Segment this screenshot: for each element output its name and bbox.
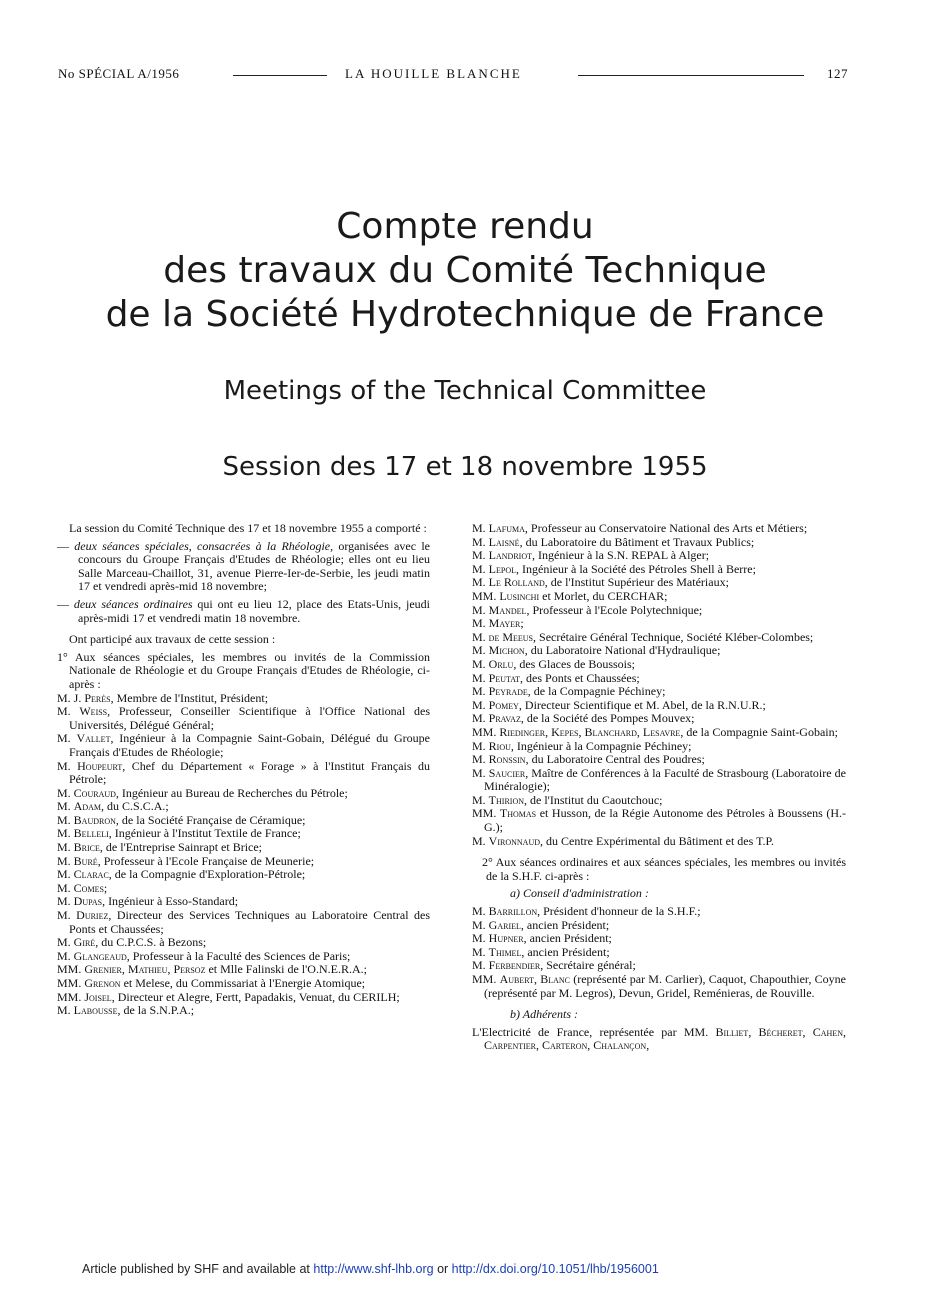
title-prefix: M. [57,948,74,963]
participant-entry [472,536,846,550]
title-prefix: M. [472,521,489,535]
participant-name: de Meeus [488,629,534,644]
participant-entry [57,991,430,1005]
participant-name: Aubert, Blanc [499,972,570,986]
participant-affiliation: ; [520,616,524,631]
participant-affiliation: , Ingénieur à l'Institut Textile de France; [108,826,301,841]
title-line-2: des travaux du Comité Technique [163,250,767,291]
participant-affiliation: , Président d'honneur de la S.H.F.; [537,904,701,919]
participant-entry [472,835,846,849]
participant-affiliation: , Professeur à l'Ecole Française de Meunerie; [97,853,315,868]
shf-link[interactable]: http://www.shf-lhb.org [313,1262,434,1276]
participant-name: Landriot [488,548,532,563]
participant-affiliation: , Maître de Conférences à la Faculté de Strasbourg (Laboratoire de Minéralogie); [484,765,846,794]
title-prefix: M. [57,1003,74,1018]
participant-entry [57,705,430,732]
journal-name: LA HOUILLE BLANCHE [345,66,522,81]
participant-entry [57,760,430,787]
page-title [0,205,930,337]
participant-name: Mayer [488,616,521,631]
participant-entry [57,936,430,950]
title-prefix: M. [472,765,489,780]
participant-name: Riedinger, Kepes, Blanchard, Lesavre [499,724,681,739]
participant-entry [472,807,846,834]
participant-affiliation: ; [103,880,108,895]
participant-name: Belleli [73,826,109,841]
title-prefix: MM. [57,976,85,990]
participant-entry [472,767,846,794]
participant-affiliation: , de la Société Française de Céramique; [115,812,306,827]
participant-name: Brice [73,840,100,855]
participant-entry [472,576,846,590]
participant-entry [472,932,846,946]
participant-name: Ferbendier [488,958,541,973]
participant-entry [57,909,430,936]
participant-affiliation: , Chef du Département « Forage » à l'Institut Français du Pétrole; [69,758,430,787]
participant-entry [472,604,846,618]
participant-affiliation: , des Glaces de Boussois; [513,656,635,671]
participant-affiliation: , de l'Entreprise Sainrapt et Brice; [99,840,263,855]
dash-marker: — [57,538,75,553]
subheading-council: a) Conseil d'administration : [510,886,649,901]
participant-entry [57,692,430,706]
participant-name: Laisné [488,534,520,549]
participant-affiliation: , de la Compagnie Saint-Gobain; [680,724,838,739]
members-names: Billiet, Bécheret, Cahen, Carpentier, Carteron, Chalançon, [484,1024,846,1053]
title-prefix: M. [472,629,489,644]
header-rule-right [578,75,804,76]
participant-entry [57,882,430,896]
council-list [472,905,846,1000]
doi-link[interactable]: http://dx.doi.org/10.1051/lhb/1956001 [451,1262,659,1276]
participant-name: Lusinchi [499,588,540,603]
participant-name: Comes [73,880,104,895]
participant-name: Perès [84,690,111,705]
participant-name: Le Rolland [488,575,545,590]
participant-entry [57,814,430,828]
participant-affiliation: , Ingénieur à Esso-Standard; [102,894,239,909]
participant-entry [472,658,846,672]
participant-name: Glangeaud [73,948,127,963]
participant-affiliation: , Secrétaire général; [540,958,636,973]
title-prefix: MM. [57,962,85,977]
participant-entry [57,950,430,964]
participant-entry [57,827,430,841]
footer-text: Article published by SHF and available at [82,1262,314,1276]
title-prefix: MM. [472,806,500,821]
title-prefix: M. [472,738,489,753]
participant-name: Barrillon [488,904,538,919]
participant-name: Michon [488,643,525,658]
participant-name: Clarac [73,867,109,882]
title-prefix: M. J. [57,690,85,705]
title-prefix: M. [472,752,489,767]
title-prefix: M. [472,958,489,973]
participant-affiliation: , Directeur Scientifique et M. Abel, de la R.N.U.R.; [518,697,766,712]
participant-entry [472,685,846,699]
participant-name: Mandel [488,602,527,617]
title-prefix: MM. [472,588,500,603]
participant-entry [57,841,430,855]
title-prefix: M. [472,833,489,848]
item-ordinary-sessions [57,598,430,625]
participant-entry [472,699,846,713]
subheading-members: b) Adhérents : [510,1007,578,1022]
participant-list [472,522,846,848]
participant-name: Vallet [76,731,111,746]
participant-name: Ronssin [488,752,526,767]
participant-name: Giré [73,935,96,950]
participant-name: Couraud [73,785,116,800]
title-prefix: M. [57,704,80,719]
title-prefix: M. [472,602,489,617]
participant-entry [472,549,846,563]
participant-entry [472,644,846,658]
participant-name: Saucier [488,765,526,780]
participant-name: Pomey [488,697,519,712]
participant-affiliation: , Directeur et Alegre, Fertt, Papadakis, Venuat, du CERILH; [111,989,400,1004]
participant-name: Buré [73,853,98,868]
participant-affiliation: (représenté par M. Carlier), Caquot, Chapouthier, Coyne (représenté par M. Legros), Devun, Gridel, Reménieras, de Rouville. [484,972,847,1000]
title-prefix: M. [472,548,489,563]
participant-affiliation: , du Laboratoire National d'Hydraulique; [524,643,721,658]
title-prefix: M. [57,880,74,895]
title-prefix: M. [472,711,489,726]
participant-entry [472,919,846,933]
participant-affiliation: , Professeur, Conseiller Scientifique à l'Office National des Universités, Délégué Général; [69,704,430,732]
participant-name: Hupner [488,931,524,946]
participant-affiliation: , Ingénieur au Bureau de Recherches du Pétrole; [115,785,348,800]
right-column [472,522,846,1053]
participant-entry [472,617,846,631]
participant-name: Vironnaud [488,833,541,848]
title-prefix: M. [57,812,74,827]
participant-entry [472,946,846,960]
title-prefix: M. [57,867,74,882]
item-emphasis: deux séances ordinaires [73,596,193,611]
participant-affiliation: , Ingénieur à la S.N. REPAL à Alger; [532,548,710,563]
participants-intro: Ont participé aux travaux de cette session : [69,632,276,647]
session-heading: Session des 17 et 18 novembre 1955 [222,452,708,482]
title-prefix: M. [472,697,489,712]
title-line-1: Compte rendu [336,206,594,247]
title-prefix: M. [472,944,489,959]
participant-entry [472,753,846,767]
participant-entry [472,726,846,740]
participant-entry [472,794,846,808]
english-subtitle: Meetings of the Technical Committee [223,376,707,406]
participant-affiliation: , de la Compagnie Péchiney; [527,684,666,699]
participant-affiliation: , de la Compagnie d'Exploration-Pétrole; [108,867,306,882]
participant-name: Peyrade [488,684,528,699]
title-line-3: de la Société Hydrotechnique de France [105,294,825,335]
section-2-heading: 2° Aux séances ordinaires et aux séances spéciales, les membres ou invités de la S.H.F. ci-après : [482,855,846,883]
participant-affiliation: , du C.P.C.S. à Bezons; [95,935,207,950]
participant-affiliation: , Ingénieur à la Société des Pétroles Shell à Berre; [516,561,756,576]
participant-entry [472,590,846,604]
participant-entry [472,712,846,726]
item-special-sessions [57,540,430,594]
participant-affiliation: , du Laboratoire du Bâtiment et Travaux Publics; [519,534,755,549]
footer-text: or [433,1262,452,1276]
participant-name: Dupas [73,894,103,909]
participant-entry [472,905,846,919]
item-emphasis: deux séances spéciales, consacrées à la Rhéologie, [74,538,334,553]
participant-affiliation: et Mlle Falinski de l'O.N.E.R.A.; [205,962,367,977]
participant-affiliation: et Melese, du Commissariat à l'Energie Atomique; [120,976,366,990]
participant-entry [57,977,430,991]
participant-entry [57,963,430,977]
participant-affiliation: et Husson, de la Régie Autonome des Pétroles à Boussens (H.-G.); [484,806,846,835]
participant-affiliation: , du Centre Expérimental du Bâtiment et des T.P. [540,833,774,848]
participant-affiliation: , du C.S.C.A.; [101,799,169,814]
left-column [57,522,430,1018]
participant-entry [472,959,846,973]
participant-affiliation: , Secrétaire Général Technique, Société Kléber-Colombes; [533,629,814,644]
participant-affiliation: , Ingénieur à la Compagnie Saint-Gobain, Délégué du Groupe Français d'Etudes de Rhéologie; [69,731,431,759]
section-1-heading: 1° Aux séances spéciales, les membres ou invités de la Commission Nationale de Rhéologie et du Groupe Français d'Etudes de Rhéologie, ci-après : [57,649,430,691]
participant-name: Duriez [76,908,109,923]
participant-name: Riou [488,738,511,753]
title-prefix: M. [472,561,489,576]
participant-affiliation: , Directeur des Services Techniques au Laboratoire Central des Ponts et Chaussées; [69,908,431,936]
participant-affiliation: , Membre de l'Institut, Président; [110,690,269,705]
participant-name: Grenon [84,976,121,990]
participant-entry [472,563,846,577]
title-prefix: M. [57,840,74,855]
header-rule-left [233,75,327,76]
participant-affiliation: , ancien Président; [523,931,612,946]
title-prefix: M. [57,785,74,800]
item-text: qui ont eu lieu 12, place des Etats-Unis, jeudi après-midi 17 et vendredi matin 18 novembre. [78,596,431,625]
participant-entry [57,868,430,882]
members-paragraph [472,1026,846,1053]
participant-affiliation: , Professeur au Conservatoire National des Arts et Métiers; [524,521,808,535]
title-prefix: M. [472,792,489,807]
title-prefix: M. [57,935,74,950]
page-number: 127 [827,66,848,81]
participant-entry [472,631,846,645]
participant-entry [57,800,430,814]
intro-paragraph: La session du Comité Technique des 17 et 18 novembre 1955 a comporté : [69,521,427,535]
title-prefix: M. [57,799,74,814]
item-text: organisées avec le concours du Groupe Français d'Etudes de Rhéologie; elles ont eu lieu Salle Marceau-Chaillot, 31, avenue Pierre-Ier-de-Serbie, les jeudi matin 17 et vendredi après-mid 18 novembre; [78,538,430,594]
title-prefix: M. [472,684,489,699]
title-prefix: M. [472,575,489,590]
participant-name: Labousse [73,1003,118,1018]
title-prefix: M. [57,908,77,923]
running-header [58,64,848,84]
participant-affiliation: , de l'Institut du Caoutchouc; [524,792,663,807]
participant-entry [57,787,430,801]
participant-entry [57,895,430,909]
title-prefix: M. [57,758,78,773]
participant-entry [472,522,846,536]
participant-entry [472,740,846,754]
participant-name: Orlu [488,656,514,671]
participant-entry [472,973,846,1000]
title-prefix: M. [472,656,489,671]
participant-name: Thirion [488,792,524,807]
participant-entry [57,732,430,759]
members-text: L'Electricité de France, représentée par MM. [472,1024,716,1039]
title-prefix: M. [57,731,77,746]
title-prefix: MM. [472,972,500,986]
title-prefix: MM. [472,724,500,739]
title-prefix: M. [472,643,489,658]
participant-entry [57,855,430,869]
participant-affiliation: , de la S.N.P.A.; [117,1003,195,1018]
participant-name: Adam [73,799,102,814]
participant-affiliation: , Professeur à la Faculté des Sciences de Paris; [126,948,351,963]
participant-name: Joisel [84,989,112,1004]
participant-name: Baudron [73,812,116,827]
participant-affiliation: et Morlet, du CERCHAR; [539,588,668,603]
title-prefix: MM. [57,989,85,1004]
participant-affiliation: , de la Société des Pompes Mouvex; [520,711,695,726]
participant-name: Thimel [488,944,522,959]
title-prefix: M. [472,616,489,631]
participant-affiliation: , ancien Président; [521,944,610,959]
title-prefix: M. [472,904,489,919]
title-prefix: M. [57,853,74,868]
title-prefix: M. [57,826,74,841]
participant-entry [472,672,846,686]
footer [82,1262,882,1276]
participant-affiliation: , Professeur à l'Ecole Polytechnique; [526,602,703,617]
participant-affiliation: , du Laboratoire Central des Poudres; [525,752,705,767]
title-prefix: M. [472,917,489,932]
participant-name: Peutat [488,670,521,685]
dash-marker: — [57,596,74,611]
participant-list [57,692,430,1018]
participant-name: Gariel [488,917,521,932]
participant-name: Houpeurt [77,758,123,773]
participant-entry [57,1004,430,1018]
participant-affiliation: , des Ponts et Chaussées; [520,670,640,685]
participant-name: Grenier, Mathieu, Persoz [84,962,206,977]
participant-name: Weiss [79,704,108,719]
title-prefix: M. [472,534,489,549]
title-prefix: M. [472,670,489,685]
participant-affiliation: , Ingénieur à la Compagnie Péchiney; [510,738,692,753]
title-prefix: M. [57,894,74,909]
participant-name: Thomas [499,806,537,821]
issue-label: No SPÉCIAL A/1956 [58,66,180,81]
participant-name: Lafuma [488,521,525,535]
participant-name: Lepol [488,561,517,576]
participant-affiliation: , ancien Président; [520,917,610,932]
participant-name: Pravaz [488,711,521,726]
title-prefix: M. [472,931,489,946]
participant-affiliation: , de l'Institut Supérieur des Matériaux; [544,575,729,590]
